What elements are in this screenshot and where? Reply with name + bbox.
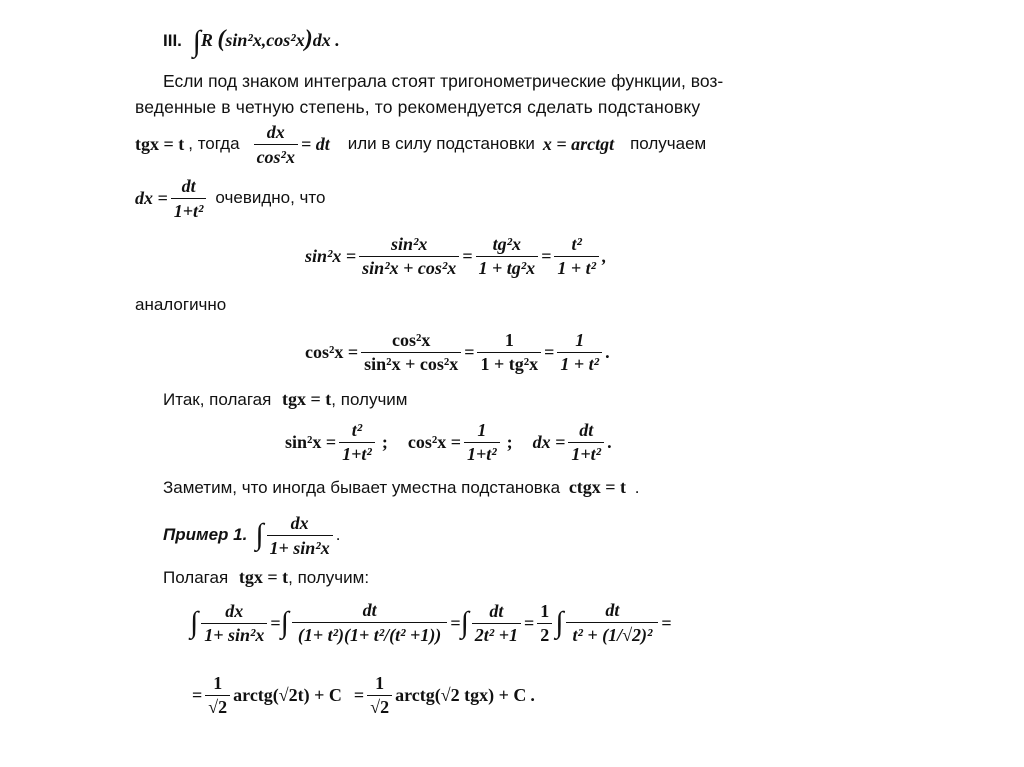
result-equation: = $\frac{1}{√2}$ arctg(√2t) + C = $\frac{1}{√2}$ arctg(√2 tgx) + C . [192, 672, 535, 717]
cos2-equation: cos²x = $\frac{\text{cos²x}}{\text{sin²x + cos²x}}$ = $\frac{1}{\text{1 + tg²x}}$ = $\frac{1}{\text{1 + t²}}$ . [305, 329, 610, 374]
para1-line2: веденные в четную степень, то рекомендуется сделать подстановку [135, 97, 701, 117]
or-text: или в силу подстановки [347, 134, 535, 153]
heading [163, 24, 340, 58]
para1-line1: Если под знаком интеграла стоят тригонометрические функции, воз- [163, 71, 724, 91]
x-arctg: x = arctgt [542, 134, 615, 154]
section-number: III. [163, 31, 182, 50]
ctg-substitution: ctgx = t [568, 477, 627, 497]
heading-formula: ∫R (sin²x,cos²x)dx . [192, 24, 340, 58]
analog-text: аналогично [135, 295, 227, 314]
dt-over-1-t2: $\frac{dt}{\text{1+t²}}$ [171, 175, 207, 222]
example-line: Пример 1. ∫ $\frac{dx}{\text{1+ sin²x}}$ . [163, 512, 341, 558]
note-line: Заметим, что иногда бывает уместна подстановка ctgx = t . [163, 477, 640, 497]
sin2-equation: sin²x = $\frac{\text{sin²x}}{\text{sin²x + cos²x}}$ = $\frac{\text{tg²x}}{\text{1 + tg²x}}$ = $\frac{\text{t²}}{\text{1 + t²}}$ , [305, 233, 607, 278]
long-integral-equation: ∫ $\frac{dx}{\text{1+ sin²x}}$ = ∫ $\frac{dt}{\text{(1+ t²)(1+ t²/(t² +1))}}$ = ∫ $\frac{dt}{\text{2t² +1}}$ = $\frac{1}{2}$ ∫ $\frac{dt}{\text{t² + (1/√2)²}}$ = [190, 600, 672, 645]
tg-substitution-2: tgx = t [282, 389, 332, 409]
para1-line3 [135, 118, 706, 170]
obviously-text: очевидно, что [215, 188, 326, 207]
dx-over-cos2x: $\frac{dx}{\text{cos²x}}$ [254, 121, 298, 168]
get-text: получаем [630, 134, 707, 153]
example-label: Пример 1. [163, 525, 248, 544]
equals-dt: = dt [300, 134, 330, 154]
tg-substitution: tgx = t [135, 134, 185, 154]
summary-equation: sin²x = $\frac{\text{t²}}{\text{1+t²}}$ ; cos²x = $\frac{1}{\text{1+t²}}$ ; dx = $\frac{dt}{\text{1+t²}}$ . [285, 419, 612, 464]
itak-line: Итак, полагая tgx = t, получим [163, 389, 408, 409]
dx-line [135, 172, 325, 224]
dx-equals: dx = [135, 188, 168, 208]
polag-line: Полагая tgx = t, получим: [163, 567, 370, 587]
tg-substitution-3: tgx = t [238, 567, 289, 587]
then-text: , тогда [188, 134, 240, 153]
